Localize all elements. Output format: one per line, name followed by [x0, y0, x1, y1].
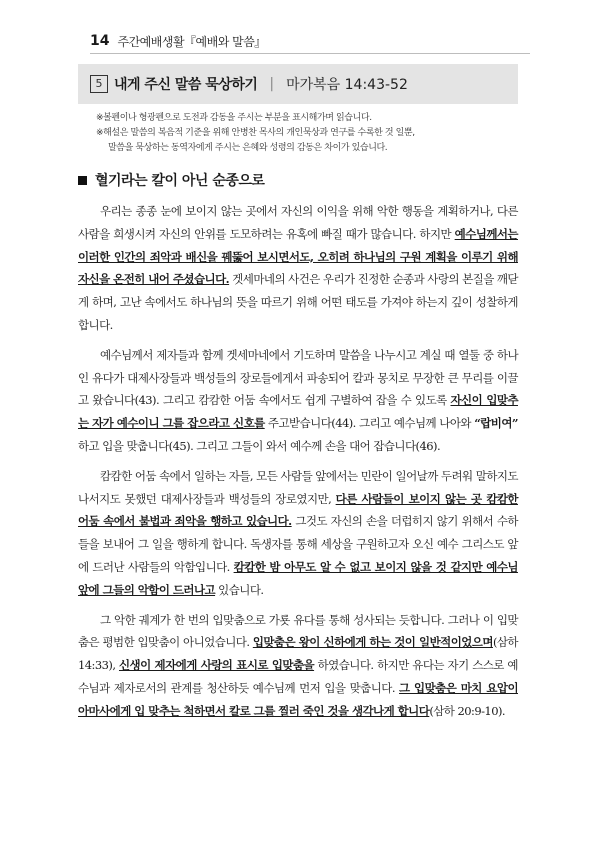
- highlighted-text: 다른 사람들이 보이지 않는 곳 캄캄한 어둠 속에서 불법과 죄악을 행하고 있습니다.: [78, 491, 518, 529]
- body-paragraph: [78, 200, 518, 337]
- section-number-badge: 5: [90, 75, 108, 93]
- body-text-run: 주고받습니다(44). 그리고 예수님께 나아와: [264, 416, 475, 431]
- reading-notes: [96, 111, 516, 156]
- section-title: 내게 주신 말씀 묵상하기: [114, 77, 258, 93]
- body-text-run: 캄캄한 어둠 속에서 일하는 자들, 모든 사람들 앞에서는 민란이 일어날까 두려워 말하지도 나서지도 못했던 대제사장들과 백성들의 장로였지만,: [78, 468, 518, 506]
- body-text-run: (삼하 20:9-10).: [429, 703, 506, 718]
- page-number: 14: [90, 33, 110, 49]
- section-banner: [78, 64, 518, 104]
- body-paragraph: [78, 465, 518, 602]
- body-text-run: 있습니다.: [215, 582, 264, 597]
- highlighted-text: 캄캄한 밤 아무도 알 수 없고 보이지 않을 것 같지만 예수님 앞에 그들의 악함이 드러나고: [78, 559, 518, 597]
- highlighted-text: 자신이 입맞추는 자가 예수이니 그를 잡으라고 신호를: [78, 393, 518, 431]
- body-paragraph: [78, 609, 518, 723]
- highlighted-text: 예수님께서는 이러한 인간의 죄악과 배신을 꿰뚫어 보시면서도, 오히려 하나님의 구원 계획을 이루기 위해 자신을 온전히 내어 주셨습니다.: [78, 226, 518, 287]
- square-bullet-icon: [78, 176, 87, 185]
- body-text-run: “랍비여”: [474, 416, 518, 431]
- body-text-run: 겟세마네의 사건은 우리가 진정한 순종과 사랑의 본질을 깨닫게 하며, 고난 속에서도 하나님의 뜻을 따르기 위해 어떤 태도를 가져야 하는지 깊이 성찰하게 합니다.: [78, 272, 518, 332]
- note-line: ※해설은 말씀의 복음적 기준을 위해 안병찬 목사의 개인묵상과 연구를 수록한 것 일뿐,: [96, 128, 415, 138]
- note-line: ※볼펜이나 형광펜으로 도전과 감동을 주시는 부분을 표시해가며 읽습니다.: [96, 113, 372, 123]
- body-text-run: 하였습니다. 하지만 유다는 자기 스스로 예수님과 제자로서의 관계를 청산하듯 예수님께 먼저 입을 맞춥니다.: [78, 658, 518, 695]
- page-header: [90, 30, 530, 52]
- body-text-run: 우리는 종종 눈에 보이지 않는 곳에서 자신의 이익을 위해 악한 행동을 계획하거나, 다른 사람을 희생시켜 자신의 안위를 도모하려는 유혹에 빠질 때가 많습니다. 하지만: [78, 204, 518, 241]
- body-text-run: (삼하14:33),: [78, 635, 518, 673]
- running-title: 주간예배생활『예배와 말씀』: [117, 34, 266, 49]
- note-line: 말씀을 묵상하는 동역자에게 주시는 은혜와 성령의 감동은 차이가 있습니다.: [108, 143, 388, 153]
- header-divider: [90, 53, 530, 54]
- scripture-reference: 마가복음 14:43-52: [286, 77, 408, 93]
- body-paragraph: [78, 344, 518, 458]
- subheading-text: 혈기라는 칼이 아닌 순종으로: [95, 173, 265, 189]
- highlighted-text: 입맞춤은 왕이 신하에게 하는 것이 일반적이었으며: [252, 635, 493, 650]
- banner-separator: |: [269, 76, 275, 92]
- body-text-run: 예수님께서 제자들과 함께 겟세마네에서 기도하며 말씀을 나누시고 계실 때 열둘 중 하나인 유다가 대제사장들과 백성들의 장로들에게서 파송되어 칼과 몽치로 무장한 큰 무리를 이끌고 왔습니다(43). 그리고 캄캄한 어둠 속에서도 쉽게 구별하여 잡을 수 있도록: [78, 347, 519, 408]
- highlighted-text: 신생이 제자에게 사랑의 표시로 입맞춤을: [118, 658, 315, 673]
- subheading: [78, 170, 518, 190]
- body-text-run: 그것도 자신의 손을 더럽히지 않기 위해서 수하들을 보내어 그 일을 행하게 합니다. 독생자를 통해 세상을 구원하고자 오신 예수 그리스도 앞에 드러난 사람들의 악함입니다.: [78, 514, 518, 574]
- meditation-body: [78, 200, 518, 730]
- body-text-run: 하고 입을 맞춥니다(45). 그리고 그들이 와서 예수께 손을 대어 잡습니다(46).: [78, 438, 441, 453]
- body-text-run: 그 악한 궤계가 한 번의 입맞춤으로 가룟 유다를 통해 성사되는 듯합니다. 그러나 이 입맞춤은 평범한 입맞춤이 아니었습니다.: [78, 612, 518, 650]
- highlighted-text: 그 입맞춤은 마치 요압이 아마사에게 입 맞추는 척하면서 칼로 그를 찔러 죽인 것을 생각나게 합니다: [78, 680, 518, 718]
